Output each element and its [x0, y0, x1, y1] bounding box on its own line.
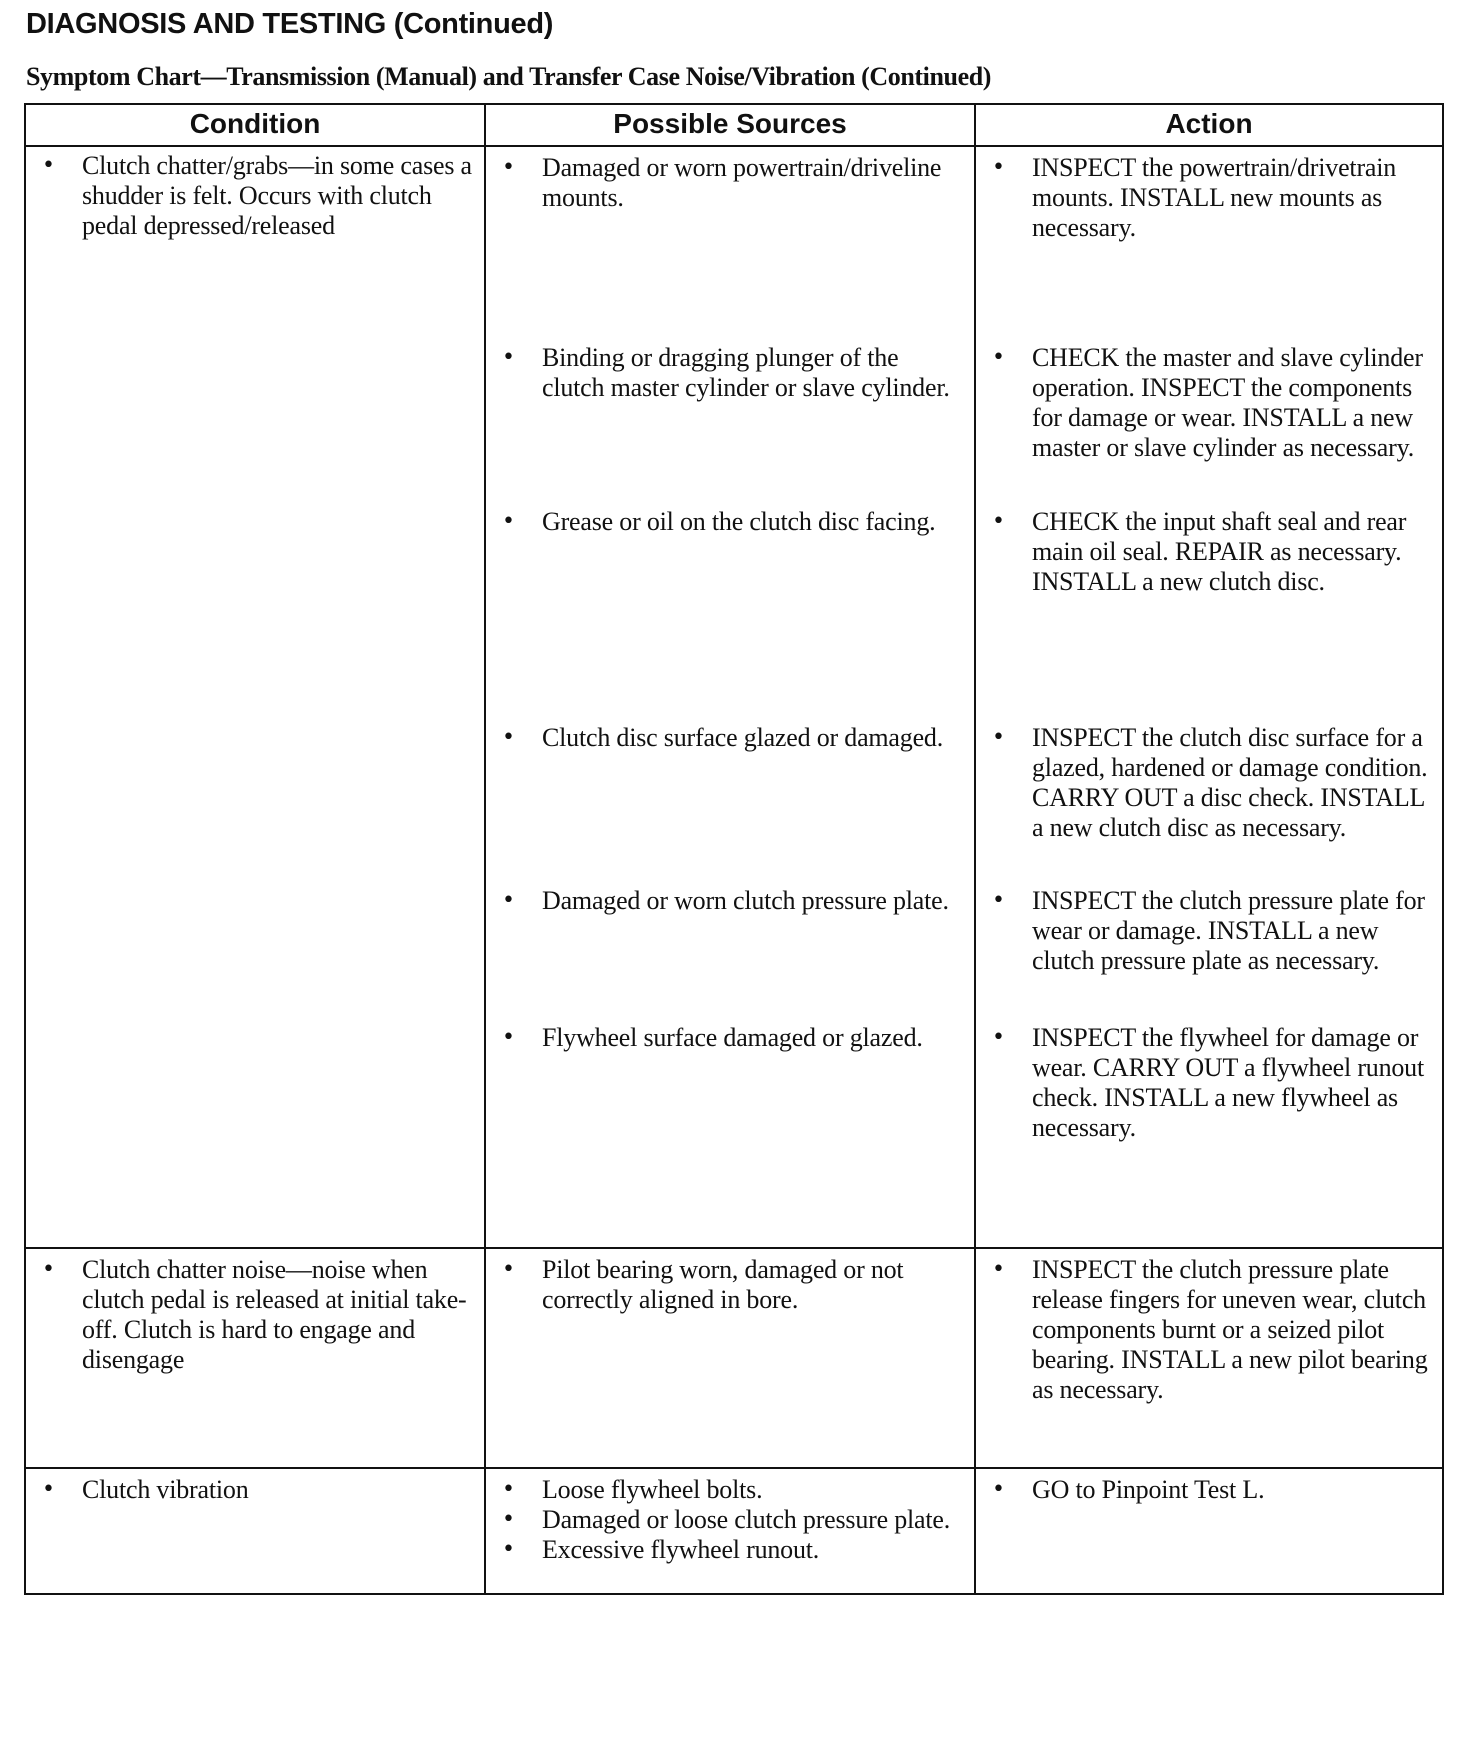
bullet-icon: • — [992, 1025, 1005, 1050]
action-item: • INSPECT the clutch pressure plate release fingers for uneven wear, clutch components burnt or a seized pilot bearing. INSTALL a new pilot bearing as necessary. — [992, 1255, 1428, 1404]
bullet-icon: • — [992, 345, 1005, 370]
bullet-icon: • — [502, 509, 515, 534]
source-item: • Excessive flywheel runout. — [502, 1535, 820, 1564]
header-row — [25, 104, 1443, 146]
symptom-chart-table — [24, 103, 1444, 1595]
sources-cell — [485, 1248, 975, 1468]
bullet-icon: • — [502, 345, 515, 370]
bullet-icon: • — [502, 1537, 515, 1562]
condition-item: • Clutch chatter/grabs—in some cases a shudder is felt. Occurs with clutch pedal depressed/released — [42, 151, 472, 240]
table-row — [25, 146, 1443, 1248]
bullet-icon: • — [502, 1477, 515, 1502]
action-cell — [975, 1248, 1443, 1468]
bullet-icon: • — [502, 1257, 515, 1282]
page-title: DIAGNOSIS AND TESTING (Continued) — [26, 8, 554, 40]
header-possible-sources: Possible Sources — [485, 104, 975, 146]
action-item: • CHECK the input shaft seal and rear main oil seal. REPAIR as necessary. INSTALL a new clutch disc. — [992, 507, 1407, 596]
sources-cell — [485, 146, 975, 1248]
source-item: • Binding or dragging plunger of the clutch master cylinder or slave cylinder. — [502, 343, 950, 402]
source-item: • Loose flywheel bolts. — [502, 1475, 763, 1504]
bullet-icon: • — [502, 1025, 515, 1050]
bullet-icon: • — [42, 1477, 55, 1502]
bullet-icon: • — [42, 1257, 55, 1282]
table-row — [25, 1468, 1443, 1594]
source-item: • Clutch disc surface glazed or damaged. — [502, 723, 944, 752]
action-item: • GO to Pinpoint Test L. — [992, 1475, 1265, 1504]
condition-cell — [25, 146, 485, 1248]
header-action: Action — [975, 104, 1443, 146]
bullet-icon: • — [42, 153, 55, 178]
source-item: • Damaged or loose clutch pressure plate. — [502, 1505, 951, 1534]
condition-item: • Clutch chatter noise—noise when clutch pedal is released at initial take-off. Clutch is hard to engage and disengage — [42, 1255, 467, 1374]
header-condition: Condition — [25, 104, 485, 146]
bullet-icon: • — [992, 509, 1005, 534]
condition-item: • Clutch vibration — [42, 1475, 249, 1504]
action-cell — [975, 1468, 1443, 1594]
bullet-icon: • — [992, 888, 1005, 913]
bullet-icon: • — [992, 155, 1005, 180]
sources-cell — [485, 1468, 975, 1594]
chart-title: Symptom Chart—Transmission (Manual) and Transfer Case Noise/Vibration (Continued) — [26, 62, 992, 91]
bullet-icon: • — [992, 725, 1005, 750]
source-item: • Pilot bearing worn, damaged or not correctly aligned in bore. — [502, 1255, 904, 1314]
condition-cell — [25, 1248, 485, 1468]
source-item: • Grease or oil on the clutch disc facing. — [502, 507, 936, 536]
table-row — [25, 1248, 1443, 1468]
source-item: • Flywheel surface damaged or glazed. — [502, 1023, 923, 1052]
bullet-icon: • — [502, 1507, 515, 1532]
action-item: • CHECK the master and slave cylinder operation. INSPECT the components for damage or wear. INSTALL a new master or slave cylinder as necessary. — [992, 343, 1423, 462]
condition-cell — [25, 1468, 485, 1594]
source-item: • Damaged or worn powertrain/driveline mounts. — [502, 153, 942, 212]
bullet-icon: • — [992, 1477, 1005, 1502]
action-item: • INSPECT the clutch pressure plate for wear or damage. INSTALL a new clutch pressure plate as necessary. — [992, 886, 1425, 975]
bullet-icon: • — [502, 888, 515, 913]
action-item: • INSPECT the powertrain/drivetrain mounts. INSTALL new mounts as necessary. — [992, 153, 1397, 242]
bullet-icon: • — [992, 1257, 1005, 1282]
action-item: • INSPECT the flywheel for damage or wear. CARRY OUT a flywheel runout check. INSTALL a new flywheel as necessary. — [992, 1023, 1425, 1142]
action-cell — [975, 146, 1443, 1248]
source-item: • Damaged or worn clutch pressure plate. — [502, 886, 949, 915]
bullet-icon: • — [502, 725, 515, 750]
action-item: • INSPECT the clutch disc surface for a glazed, hardened or damage condition. CARRY OUT a disc check. INSTALL a new clutch disc as necessary. — [992, 723, 1428, 842]
bullet-icon: • — [502, 155, 515, 180]
